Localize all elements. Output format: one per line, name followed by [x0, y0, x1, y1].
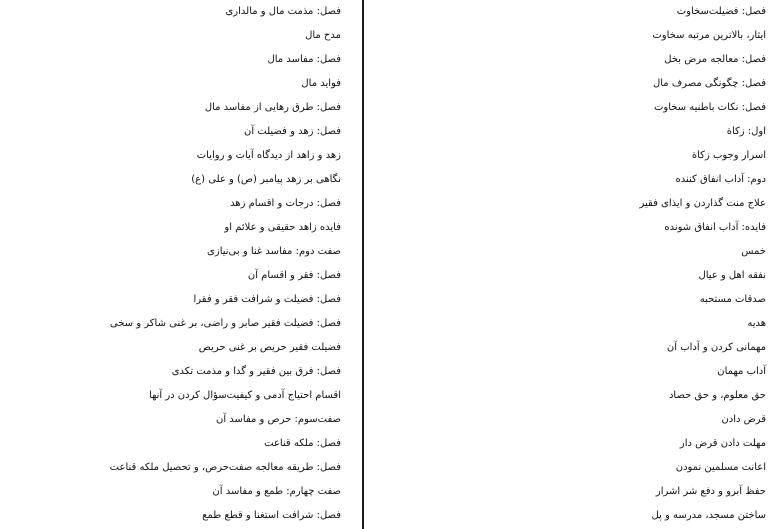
left-entry: فضیلت فقیر حریص بر غنی حریص	[198, 342, 341, 353]
right-entry: فصل: نکات باطنیه سخاوت	[653, 102, 766, 113]
left-entry: فصل: ملکه قناعت	[264, 438, 341, 449]
right-entry: صدقات مستحبه	[699, 294, 766, 305]
right-entry: فصل: معالجه مرض بخل	[664, 54, 766, 65]
right-entry: حق معلوم، و حق حصاد	[668, 390, 766, 401]
left-entry: فصل: فقر و اقسام آن	[247, 270, 341, 281]
right-entry: علاج منت گذاردن و ایذای فقیر	[639, 198, 766, 209]
right-entry: حفظ آبرو و دفع شر اشرار	[655, 486, 766, 497]
left-entry: فصل: درجات و اقسام زهد	[230, 198, 341, 209]
left-entry: اقسام احتیاج آدمی و کیفیت‌سؤال کردن در آنها	[148, 390, 341, 401]
left-entry: فواید مال	[301, 78, 341, 89]
left-entry: فصل: فضیلت فقیر صابر و راضی، بر غنی شاکر و سخی	[109, 318, 341, 329]
right-entry: فصل: فضیلت‌سخاوت	[676, 6, 766, 17]
left-entry: فصل: شرافت استغنا و قطع طمع	[202, 510, 341, 521]
right-entry: اعانت مسلمین نمودن	[675, 462, 766, 473]
left-entry: فصل: فضیلت و شرافت فقر و فقرا	[193, 294, 341, 305]
left-entry: زهد و زاهد از دیدگاه آیات و روایات	[196, 150, 341, 161]
left-entry: فایده زاهد حقیقی و علائم او	[224, 222, 341, 233]
right-entry: مهمانی کردن و آداب آن	[666, 342, 766, 353]
left-entry: صفت دوم: مفاسد غنا و بی‌نیازی	[207, 246, 341, 257]
left-entry: صفت چهارم: طمع و مفاسد آن	[212, 486, 341, 497]
right-entry: دوم: آداب انفاق کننده	[675, 174, 766, 185]
right-entry: هدیه	[747, 318, 766, 329]
left-column	[0, 0, 341, 529]
left-entry: فصل: مذمت مال و مالداری	[225, 6, 341, 17]
right-entry: فایده: آداب انفاق شونده	[664, 222, 766, 233]
left-entry: فصل: فرق بین فقیر و گدا و مذمت تکدی	[171, 366, 341, 377]
left-entry: مدح مال	[305, 30, 341, 41]
right-entry: فصل: چگونگی مصرف مال	[652, 78, 766, 89]
left-entry: نگاهی بر زهد پیامبر (ص) و علی (ع)	[191, 174, 341, 185]
left-entry: فصل: زهد و فضیلت آن	[243, 126, 341, 137]
right-entry: اسرار وجوب زکاة	[691, 150, 766, 161]
column-divider	[362, 0, 364, 529]
left-entry: فصل: مفاسد مال	[267, 54, 341, 65]
right-entry: ایثار، بالاترین مرتبه سخاوت	[652, 30, 766, 41]
left-entry: فصل: طریقه معالجه صفت‌حرص، و تحصیل ملکه قناعت	[109, 462, 341, 473]
right-column	[368, 0, 766, 529]
right-entry: اول: زکاة	[726, 126, 766, 137]
right-entry: نفقه اهل و عیال	[698, 270, 766, 281]
left-entry: صفت‌سوم: حرص و مفاسد آن	[215, 414, 341, 425]
right-entry: ساختن مسجد، مدرسه و پل	[651, 510, 766, 521]
right-entry: مهلت دادن قرض دار	[679, 438, 766, 449]
right-entry: قرض دادن	[721, 414, 766, 425]
right-entry: خمس	[741, 246, 766, 257]
left-entry: فصل: طرق رهایی از مفاسد مال	[204, 102, 341, 113]
right-entry: آداب مهمان	[717, 366, 766, 377]
